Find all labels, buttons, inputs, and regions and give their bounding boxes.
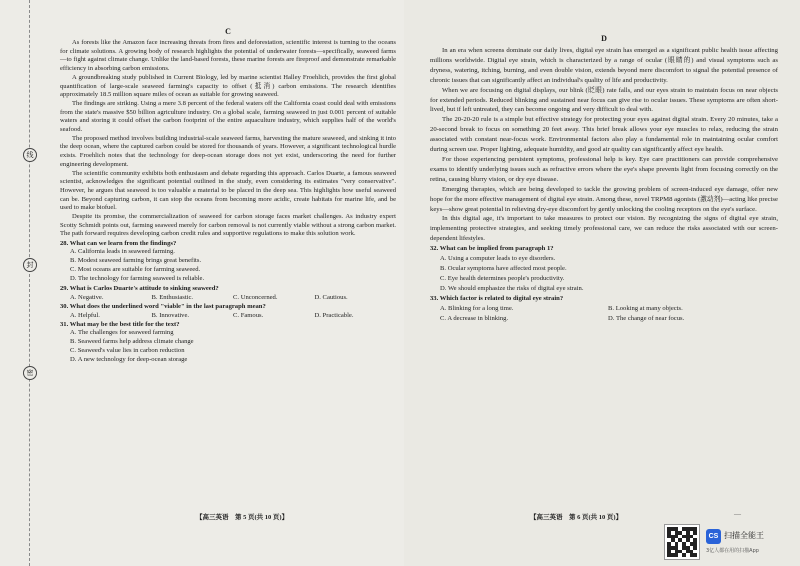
- question-stem: 33. Which factor is related to digital eye strain?: [430, 295, 564, 303]
- answer-option[interactable]: A. Blinking for a long time.: [440, 305, 514, 313]
- passage-label: C: [225, 27, 231, 36]
- answer-options-row: [430, 314, 778, 324]
- qr-code-icon: [664, 524, 700, 560]
- answer-option[interactable]: D. We should emphasize the risks of digital eye strain.: [440, 285, 584, 293]
- answer-option[interactable]: B. Ocular symptoms have affected most people.: [440, 265, 567, 273]
- answer-option[interactable]: B. Looking at many objects.: [608, 305, 683, 313]
- question-stem: 31. What may be the best title for the text?: [60, 321, 180, 329]
- binding-mark: 密: [23, 366, 37, 380]
- answer-option[interactable]: C. Famous.: [233, 312, 264, 320]
- passage-c: [60, 27, 396, 365]
- paragraph: In an era when screens dominate our daily lives, digital eye strain has emerged as a significant public health issue affecting millions worldwide. Digital eye strain, which is characterized by a range of ocular (眼睛的) and visual symptoms such as dryness, watering, itching, burning, and even double vision, extends beyond mere discomfort to signal the potential presence of chronic issues that can significantly affect an individual's quality of life and productivity.: [430, 47, 778, 84]
- answer-option[interactable]: A. Using a computer leads to eye disorders.: [440, 255, 556, 263]
- paragraph: In this digital age, it's important to take measures to protect our vision. By recognizing the signs of digital eye strain, implementing protective strategies, and seeking timely professional care, we can reduce the risks associated with our screen-dependent lifestyles.: [430, 215, 778, 243]
- answer-option[interactable]: B. Innovative.: [151, 312, 190, 320]
- camscanner-logo-icon: CS: [706, 529, 721, 544]
- paragraph: As forests like the Amazon face increasing threats from fires and deforestation, scientific interest is turning to the oceans for climate solutions. A growing body of research highlights the potential of underwater forests—specifically, seaweed farms—to fight against climate change. Unlike the land-based forests, these marine forests are fireproof and demonstrate remarkable efficiency in absorbing carbon emissions.: [60, 39, 396, 73]
- question-stem: 29. What is Carlos Duarte's attitude to sinking seaweed?: [60, 284, 219, 292]
- answer-option[interactable]: B. Modest seaweed farming brings great benefits.: [70, 257, 202, 265]
- answer-option[interactable]: C. Unconcerned.: [233, 293, 278, 301]
- paragraph: Despite its promise, the commercialization of seaweed for carbon storage faces market challenges. As industry expert Scotty Schmidt points out, farming seaweed merely for carbon removal is not currently viable without a strong carbon market. The path forward requires developing carbon credit rules and supportive regulations to make this solution work.: [60, 213, 396, 238]
- answer-option[interactable]: D. Cautious.: [314, 293, 348, 301]
- right-page: [404, 0, 800, 566]
- binding-margin: [0, 0, 58, 566]
- paragraph: The 20-20-20 rule is a simple but effective strategy for protecting your eyes against digital strain. Every 20 minutes, take a 20-second break to focus on something 20 feet away. This brief break allows your eye muscles to relax, reducing the strain associated with constant near-focus work. Environmental factors also play a fundamental role in maintaining ocular comfort during screen use. Proper lighting, adequate humidity, and good air quality can significantly affect eye health.: [430, 116, 778, 154]
- answer-option[interactable]: C. Seaweed's value lies in carbon reduction: [70, 346, 185, 354]
- binding-dashed-line: [29, 0, 30, 566]
- paragraph: A groundbreaking study published in Current Biology, led by marine scientist Halley Froehlich, provides the first global quantification of large-scale seaweed farming's capacity to offset (抵消) carbon emissions. The research identifies approximately 18.5 million square miles of ocean as suitable for growing seaweed.: [60, 73, 396, 99]
- scanner-app-name: 扫描全能王: [724, 531, 764, 540]
- passage-label: D: [601, 34, 607, 43]
- answer-option[interactable]: A. California leads in seaweed farming.: [70, 248, 175, 256]
- paragraph: For those experiencing persistent symptoms, professional help is key. Eye care practitioners can provide comprehensive exams to identify underlying issues such as refractive errors where the eye's shape prevents light from focusing correctly on the retina, causing blurry vision, or dry eye disease.: [430, 155, 778, 183]
- answer-option[interactable]: A. Negative.: [70, 293, 104, 301]
- answer-option[interactable]: C. Most oceans are suitable for farming seaweed.: [70, 266, 201, 274]
- answer-option[interactable]: D. The change of near focus.: [608, 315, 685, 323]
- answer-options-row: [430, 304, 778, 314]
- answer-options-row: [60, 293, 396, 302]
- paragraph: Emerging therapies, which are being developed to tackle the growing problem of screen-induced eye damage, offer new hope for the more effective management of digital eye strain. Among these, novel TRPM8 agonists (激动剂)—acting like precise keys—show great potential in relieving dry-eye discomfort by gently unlocking the cooling receptors on the eye's surface.: [430, 185, 778, 213]
- binding-mark: 线: [23, 148, 37, 162]
- paragraph: The scientific community exhibits both enthusiasm and debate regarding this approach. Carlos Duarte, a famous seaweed scientist, acknowledges the significant potential outlined in the study, even considering its estimates "very conservative". However, he argues that seaweed is too valuable a material to be placed in the deep sea. This highlights how useful seaweed can be. Beyond capturing carbon, it can stop the oceans from becoming more acidic, create habitats for marine life, and be used to make biofuel.: [60, 169, 396, 212]
- paragraph: The proposed method involves building industrial-scale seaweed farms, harvesting the mature seaweed, and sinking it into the deep ocean, where the captured carbon could be stored for thousands of years. However, a significant technological hurdle exists. Froehlich notes that the technology for deep-ocean storage does not yet exist, underscoring the need for further engineering development.: [60, 134, 396, 168]
- answer-option[interactable]: D. Practicable.: [314, 312, 354, 320]
- binding-mark: 封: [23, 258, 37, 272]
- passage-d: [430, 34, 778, 324]
- question-stem: 28. What can we learn from the findings?: [60, 240, 177, 248]
- footer-dash: —: [734, 510, 741, 518]
- answer-option[interactable]: D. The technology for farming seaweed is reliable.: [70, 274, 205, 282]
- answer-option[interactable]: A. Helpful.: [70, 312, 100, 320]
- answer-option[interactable]: B. Seaweed farms help address climate change: [70, 338, 194, 346]
- answer-option[interactable]: C. Eye health determines people's productivity.: [440, 275, 565, 283]
- question-stem: 32. What can be implied from paragraph 1?: [430, 245, 554, 253]
- answer-option[interactable]: B. Enthusiastic.: [151, 293, 194, 301]
- question-stem: 30. What does the underlined word "viable" in the last paragraph mean?: [60, 302, 266, 310]
- scanner-app-tagline: 3亿人都在用的扫描App: [706, 548, 759, 554]
- answer-options-row: [60, 311, 396, 320]
- page-footer: 【高三英语 第 5 页(共 10 页)】: [196, 514, 289, 521]
- answer-option[interactable]: A. The challenges for seaweed farming: [70, 329, 174, 337]
- answer-option[interactable]: D. A new technology for deep-ocean storage: [70, 355, 188, 363]
- paragraph: The findings are striking. Using a mere 3.8 percent of the federal waters off the California coast could deal with emissions from the state's massive $50 billion agriculture industry. On a global scale, farming seaweed in just 0.001 percent of suitable waters and storing it could offset the carbon footprint of the entire aquaculture industry, which supplies half of the world's seafood.: [60, 99, 396, 134]
- answer-option[interactable]: C. A decrease in blinking.: [440, 315, 509, 323]
- page-footer: 【高三英语 第 6 页(共 10 页)】: [530, 514, 623, 521]
- paragraph: When we are focusing on digital displays, our blink (眨眼) rate falls, and our eyes strain to maintain focus on near objects for extended periods. Reduced blinking and sustained near focus can give rise to ocular issues. These symptoms are often short-lived, but if left untreated, they can become ongoing and very difficult to deal with.: [430, 86, 778, 114]
